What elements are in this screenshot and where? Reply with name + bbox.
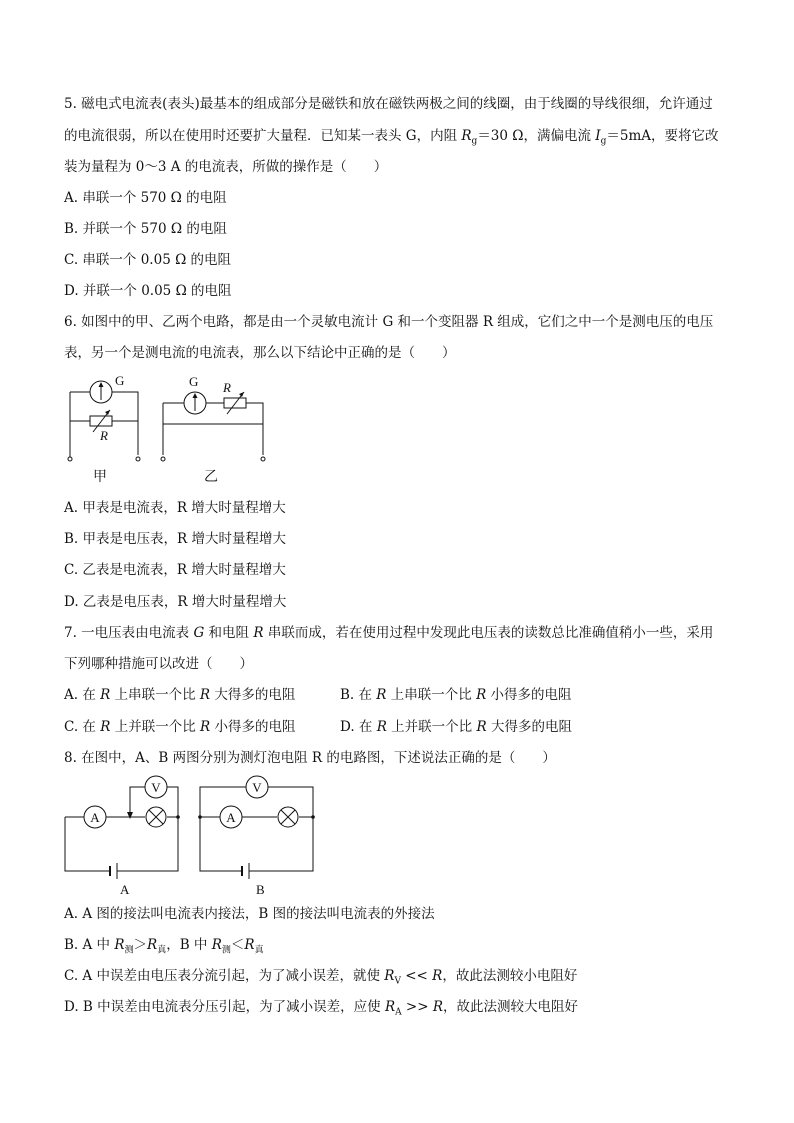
q7-stem-line2: 下列哪种措施可以改进（ ） (64, 656, 253, 672)
q5-stem-line3: 装为量程为 0～3 A 的电流表，所做的操作是（ ） (64, 159, 388, 175)
q5-option-a[interactable]: A. 串联一个 570 Ω 的电阻 (64, 190, 227, 206)
q8-option-a[interactable]: A. A 图的接法叫电流表内接法，B 图的接法叫电流表的外接法 (64, 906, 435, 922)
q6-option-d[interactable]: D. 乙表是电压表，R 增大时量程增大 (64, 594, 287, 610)
label-g-yi: G (189, 374, 199, 389)
voltmeter-b-label: V (252, 780, 262, 795)
junction-arrow-icon (127, 812, 133, 819)
q8-stem-line1: 8. 在图中，A、B 两图分别为测灯泡电阻 R 的电路图，下述说法正确的是（ ） (64, 750, 556, 766)
q5-option-c[interactable]: C. 串联一个 0.05 Ω 的电阻 (64, 252, 232, 268)
q7-option-a[interactable]: A. 在 R 上串联一个比 R 大得多的电阻 (64, 687, 296, 703)
q8-option-c[interactable]: C. A 中误差由电压表分流引起，为了减小误差，就使 $R_V << R$，故此法测较小电阻好 (64, 968, 578, 987)
junction-icon (198, 815, 202, 819)
q5-option-d[interactable]: D. 并联一个 0.05 Ω 的电阻 (64, 283, 232, 299)
label-circuit-b: B (256, 882, 265, 896)
terminal-icon (68, 457, 72, 461)
q7-stem-line1: 7. 一电压表由电流表 G 和电阻 R 串联而成，若在使用过程中发现此电压表的读数总比准确值稍小一些，采用 (64, 625, 714, 641)
q6-option-c[interactable]: C. 乙表是电流表，R 增大时量程增大 (64, 562, 286, 578)
label-r-yi: R (223, 380, 231, 395)
q7-option-d[interactable]: D. 在 R 上并联一个比 R 大得多的电阻 (340, 719, 572, 735)
q8-option-b[interactable]: B. A 中 $R_测>R_真$，B 中 $R_测<R_真$ (64, 937, 264, 956)
label-jia: 甲 (93, 470, 107, 485)
q7-option-c[interactable]: C. 在 R 上并联一个比 R 小得多的电阻 (64, 719, 296, 735)
q6-circuit-figure (60, 370, 280, 488)
label-yi: 乙 (204, 470, 218, 485)
junction-icon (311, 815, 315, 819)
junction-icon (176, 815, 180, 819)
variable-arrow-icon (239, 392, 244, 397)
q8-option-d[interactable]: D. B 中误差由电流表分压引起，为了减小误差，应使 $R_A >> R$，故此法测较大电阻好 (64, 999, 578, 1018)
q6-stem-line2: 表，另一个是测电流的电流表，那么以下结论中正确的是（ ） (64, 345, 456, 361)
q8-circuit-figure (60, 770, 330, 896)
circuit-a (65, 776, 178, 879)
ammeter-b-label: A (226, 810, 236, 825)
label-circuit-a: A (120, 882, 130, 896)
q5-stem-line2: 的电流很弱，所以在使用时还要扩大量程．已知某一表头 G，内阻 $R_g=30$ Ω，满偏电流 $I_g=5mA$，要将它改 (64, 128, 719, 147)
q6-option-b[interactable]: B. 甲表是电压表，R 增大时量程增大 (64, 531, 286, 547)
q5-option-b[interactable]: B. 并联一个 570 Ω 的电阻 (64, 221, 227, 237)
label-r-jia: R (100, 428, 108, 443)
ammeter-a-label: A (90, 810, 100, 825)
q6-stem-line1: 6. 如图中的甲、乙两个电路，都是由一个灵敏电流计 G 和一个变阻器 R 组成，它们之中一个是测电压的电压 (64, 314, 714, 330)
q6-option-a[interactable]: A. 甲表是电流表，R 增大时量程增大 (64, 500, 286, 516)
q5-stem-line1: 5. 磁电式电流表(表头)最基本的组成部分是磁铁和放在磁铁两极之间的线圈，由于线圈的导线很细，允许通过 (64, 96, 713, 112)
terminal-icon (261, 457, 265, 461)
voltmeter-a-label: V (151, 780, 161, 795)
circuit-yi (163, 392, 263, 455)
q7-option-b[interactable]: B. 在 R 上串联一个比 R 小得多的电阻 (340, 687, 572, 703)
variable-arrow-icon (105, 410, 110, 415)
terminal-icon (136, 457, 140, 461)
label-g-jia: G (115, 373, 125, 388)
terminal-icon (161, 457, 165, 461)
circuit-jia (70, 381, 138, 457)
